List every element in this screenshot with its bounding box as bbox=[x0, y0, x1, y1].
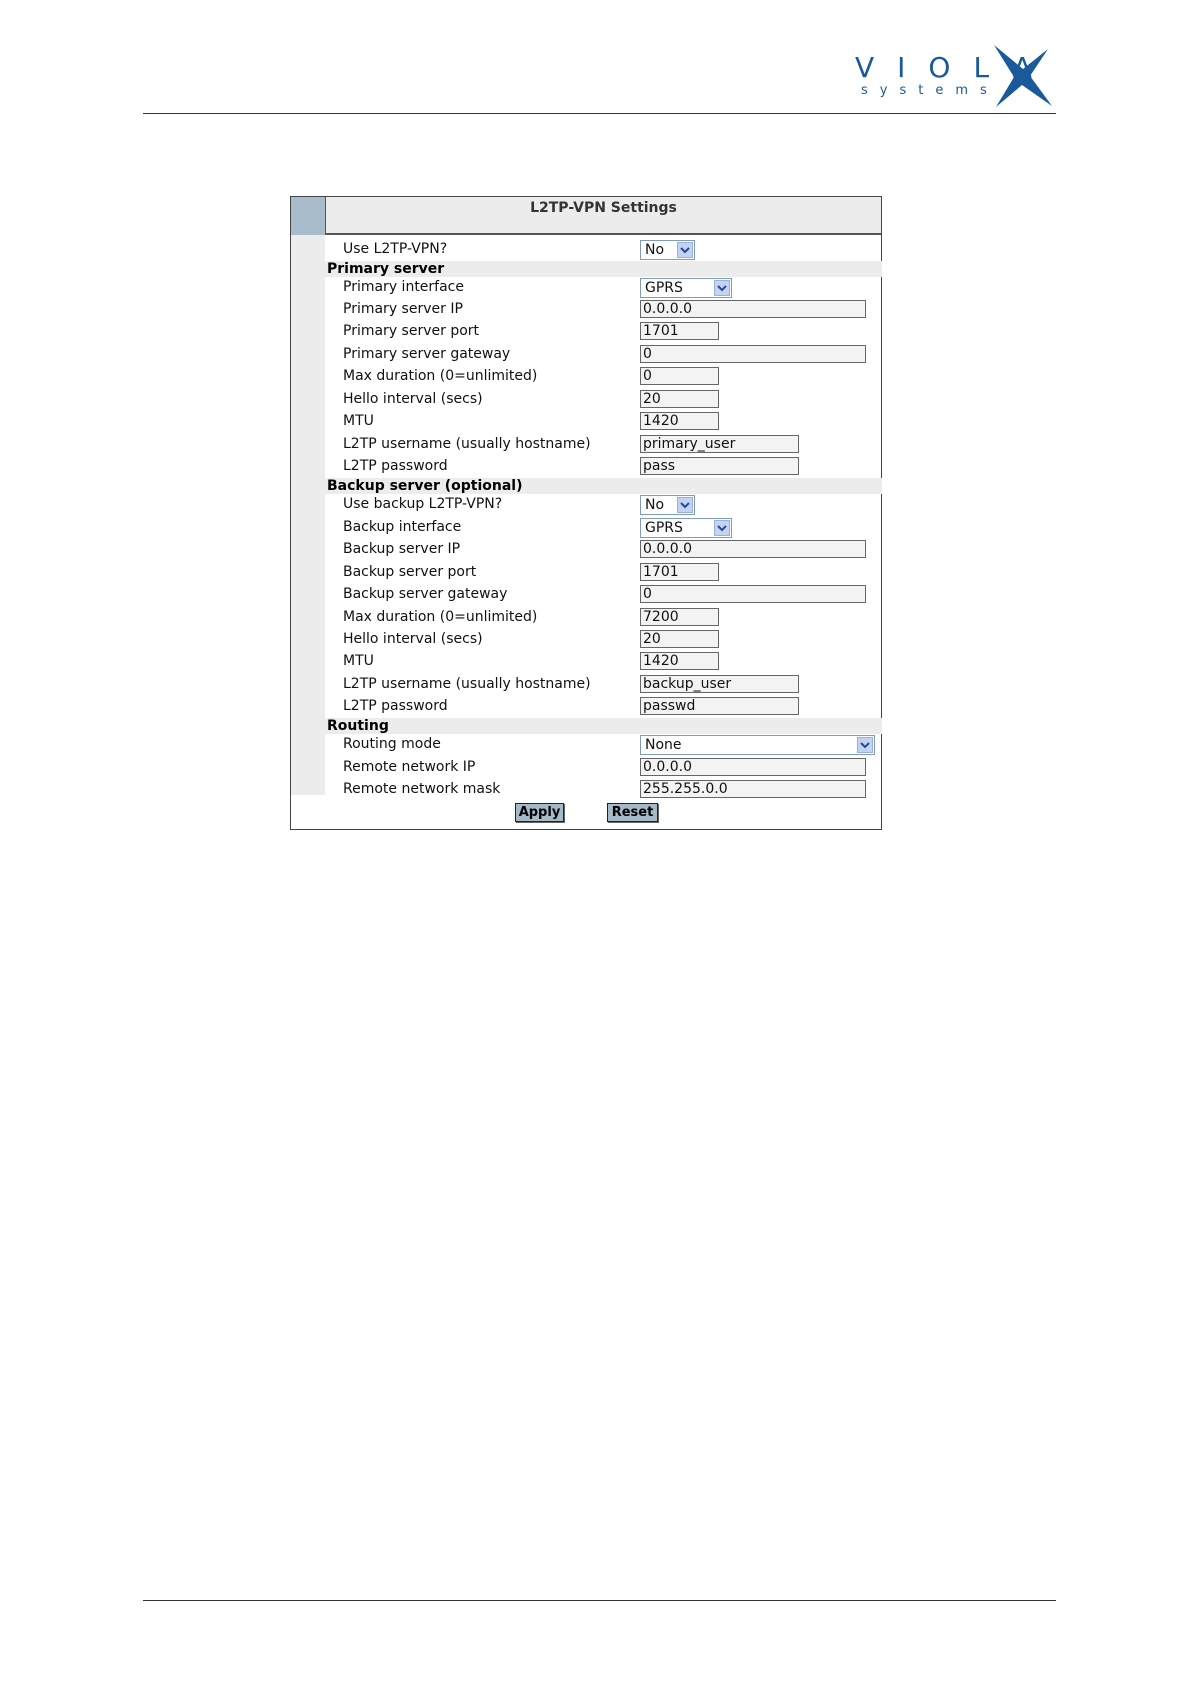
backup-server-ip-input[interactable]: 0.0.0.0 bbox=[640, 540, 866, 558]
backup-username-row bbox=[325, 674, 882, 696]
panel-header bbox=[325, 197, 881, 235]
use-backup-label: Use backup L2TP-VPN? bbox=[343, 496, 503, 512]
primary-server-gateway-label: Primary server gateway bbox=[343, 346, 511, 362]
backup-server-gateway-label: Backup server gateway bbox=[343, 586, 508, 602]
backup-username-input[interactable]: backup_user bbox=[640, 675, 799, 693]
routing-heading: Routing bbox=[325, 718, 882, 734]
backup-interface-label: Backup interface bbox=[343, 519, 462, 535]
primary-server-port-row bbox=[325, 321, 882, 343]
header-divider bbox=[143, 113, 1056, 114]
primary-server-port-label: Primary server port bbox=[343, 323, 480, 339]
backup-max-duration-row bbox=[325, 607, 882, 629]
use-l2tp-vpn-select[interactable] bbox=[640, 240, 695, 260]
primary-server-gateway-row bbox=[325, 344, 882, 366]
backup-password-input[interactable]: passwd bbox=[640, 697, 799, 715]
primary-server-ip-label: Primary server IP bbox=[343, 301, 463, 317]
remote-network-mask-row bbox=[325, 779, 882, 801]
apply-button[interactable]: Apply bbox=[515, 803, 564, 822]
primary-max-duration-label: Max duration (0=unlimited) bbox=[343, 368, 538, 384]
remote-network-ip-row bbox=[325, 757, 882, 779]
chevron-down-icon[interactable] bbox=[714, 280, 730, 296]
backup-username-label: L2TP username (usually hostname) bbox=[343, 676, 591, 692]
backup-server-ip-row bbox=[325, 539, 882, 561]
primary-hello-interval-input[interactable]: 20 bbox=[640, 390, 719, 408]
backup-interface-value: GPRS bbox=[645, 520, 683, 536]
footer-divider bbox=[143, 1600, 1056, 1601]
logo-subtitle: systems bbox=[861, 83, 999, 98]
backup-mtu-label: MTU bbox=[343, 653, 374, 669]
backup-server-heading: Backup server (optional) bbox=[325, 478, 882, 494]
primary-server-gateway-input[interactable]: 0 bbox=[640, 345, 866, 363]
logo-x-icon bbox=[992, 43, 1054, 109]
primary-password-label: L2TP password bbox=[343, 458, 448, 474]
backup-max-duration-label: Max duration (0=unlimited) bbox=[343, 609, 538, 625]
primary-server-port-input[interactable]: 1701 bbox=[640, 322, 719, 340]
primary-password-input[interactable]: pass bbox=[640, 457, 799, 475]
primary-username-label: L2TP username (usually hostname) bbox=[343, 436, 591, 452]
chevron-down-icon[interactable] bbox=[714, 520, 730, 536]
primary-interface-value: GPRS bbox=[645, 280, 683, 296]
backup-server-gateway-row bbox=[325, 584, 882, 606]
routing-mode-row bbox=[325, 734, 882, 756]
use-backup-select[interactable] bbox=[640, 495, 695, 515]
primary-server-ip-row bbox=[325, 299, 882, 321]
primary-interface-select[interactable] bbox=[640, 278, 732, 298]
primary-mtu-label: MTU bbox=[343, 413, 374, 429]
backup-hello-interval-label: Hello interval (secs) bbox=[343, 631, 483, 647]
primary-username-input[interactable]: primary_user bbox=[640, 435, 799, 453]
routing-mode-label: Routing mode bbox=[343, 736, 441, 752]
routing-mode-select[interactable] bbox=[640, 735, 875, 755]
l2tp-vpn-settings-panel bbox=[290, 196, 882, 830]
primary-max-duration-row bbox=[325, 366, 882, 388]
backup-server-port-label: Backup server port bbox=[343, 564, 477, 580]
primary-username-row bbox=[325, 434, 882, 456]
backup-password-row bbox=[325, 696, 882, 718]
primary-hello-interval-label: Hello interval (secs) bbox=[343, 391, 483, 407]
backup-mtu-input[interactable]: 1420 bbox=[640, 652, 719, 670]
backup-hello-interval-input[interactable]: 20 bbox=[640, 630, 719, 648]
remote-network-mask-input[interactable]: 255.255.0.0 bbox=[640, 780, 866, 798]
panel-side-strip bbox=[291, 235, 325, 795]
chevron-down-icon[interactable] bbox=[857, 737, 873, 753]
use-l2tp-vpn-value: No bbox=[645, 242, 665, 258]
primary-max-duration-input[interactable]: 0 bbox=[640, 367, 719, 385]
primary-mtu-input[interactable]: 1420 bbox=[640, 412, 719, 430]
logo-wordmark: VIOLA bbox=[855, 51, 1055, 84]
backup-max-duration-input[interactable]: 7200 bbox=[640, 608, 719, 626]
remote-network-ip-input[interactable]: 0.0.0.0 bbox=[640, 758, 866, 776]
primary-interface-row bbox=[325, 277, 882, 299]
backup-password-label: L2TP password bbox=[343, 698, 448, 714]
use-backup-value: No bbox=[645, 497, 665, 513]
backup-server-port-input[interactable]: 1701 bbox=[640, 563, 719, 581]
backup-mtu-row bbox=[325, 651, 882, 673]
reset-button[interactable]: Reset bbox=[607, 803, 658, 822]
primary-server-ip-input[interactable]: 0.0.0.0 bbox=[640, 300, 866, 318]
remote-network-ip-label: Remote network IP bbox=[343, 759, 476, 775]
primary-interface-label: Primary interface bbox=[343, 279, 464, 295]
backup-server-port-row bbox=[325, 562, 882, 584]
chevron-down-icon[interactable] bbox=[677, 242, 693, 258]
panel-side-accent bbox=[291, 197, 325, 235]
primary-hello-interval-row bbox=[325, 389, 882, 411]
chevron-down-icon[interactable] bbox=[677, 497, 693, 513]
backup-server-ip-label: Backup server IP bbox=[343, 541, 461, 557]
backup-server-gateway-input[interactable]: 0 bbox=[640, 585, 866, 603]
panel-title: L2TP-VPN Settings bbox=[530, 200, 677, 216]
primary-password-row bbox=[325, 456, 882, 478]
routing-mode-value: None bbox=[645, 737, 682, 753]
viola-systems-logo bbox=[855, 40, 1055, 110]
use-l2tp-vpn-label: Use L2TP-VPN? bbox=[343, 241, 448, 257]
use-backup-row bbox=[325, 494, 882, 516]
backup-interface-row bbox=[325, 517, 882, 539]
backup-interface-select[interactable] bbox=[640, 518, 732, 538]
primary-server-heading: Primary server bbox=[325, 261, 882, 277]
primary-mtu-row bbox=[325, 411, 882, 433]
backup-hello-interval-row bbox=[325, 629, 882, 651]
remote-network-mask-label: Remote network mask bbox=[343, 781, 501, 797]
use-l2tp-vpn-row bbox=[325, 239, 882, 261]
